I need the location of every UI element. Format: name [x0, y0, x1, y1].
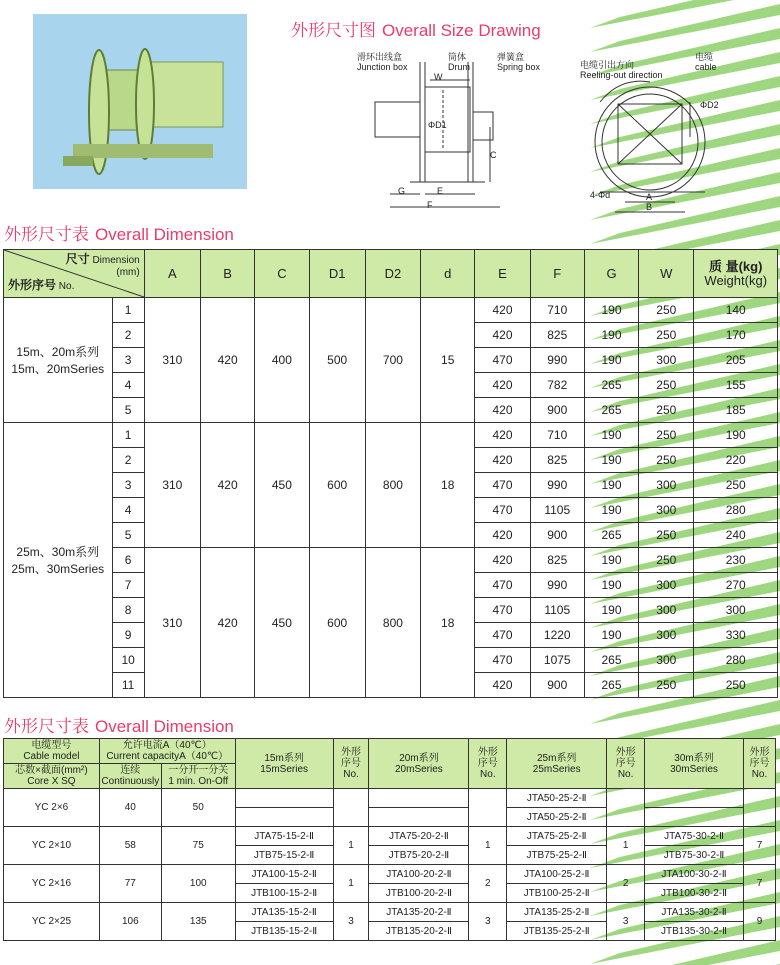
dim-G: G [398, 186, 406, 196]
model-30m: JTB100-30-2-Ⅱ [645, 884, 744, 903]
cell-D1: 600 [309, 548, 365, 698]
model-20m: JTA100-20-2-Ⅱ [369, 865, 469, 884]
cell-G: 190 [584, 323, 638, 348]
cell-F: 990 [530, 348, 584, 373]
model-25m: JTA135-25-2-Ⅱ [507, 903, 607, 922]
cell-G: 190 [584, 348, 638, 373]
current-continuous: 77 [99, 865, 161, 903]
cell-F: 900 [530, 523, 584, 548]
cell-weight: 240 [694, 523, 778, 548]
model-15m: JTA100-15-2-Ⅱ [235, 865, 333, 884]
row-no: 1 [112, 298, 144, 323]
drawing-title: 外形尺寸图 Overall Size Drawing [291, 21, 541, 40]
hdr-no-25: 外形 序号 No. [607, 739, 645, 789]
model-30m [645, 789, 744, 808]
model-25m: JTB100-25-2-Ⅱ [507, 884, 607, 903]
no-30m [743, 789, 775, 827]
no-15m: 1 [333, 865, 369, 903]
cell-G: 265 [584, 398, 638, 423]
drum-label: 筒体 Drum [448, 52, 470, 72]
cell-G: 190 [584, 573, 638, 598]
cell-C: 450 [255, 423, 309, 548]
cell-E: 420 [475, 673, 530, 698]
cell-weight: 220 [694, 448, 778, 473]
model-25m: JTA50-25-2-Ⅱ [507, 789, 607, 808]
row-no: 4 [112, 373, 144, 398]
model-30m: JTA100-30-2-Ⅱ [645, 865, 744, 884]
model-15m: JTA75-15-2-Ⅱ [235, 827, 333, 846]
cell-W: 300 [639, 473, 694, 498]
cell-G: 190 [584, 298, 638, 323]
cable-model: YC 2×6 [4, 789, 100, 827]
cell-W: 300 [639, 573, 694, 598]
cable-model-table [3, 738, 776, 941]
dim-E: E [437, 186, 444, 196]
model-15m [235, 808, 333, 827]
cell-F: 1105 [530, 498, 584, 523]
row-no: 11 [112, 673, 144, 698]
table-row [4, 298, 778, 323]
hdr-25m: 25m系列 25mSeries [507, 739, 607, 789]
cell-G: 265 [584, 648, 638, 673]
cell-E: 420 [475, 298, 530, 323]
cell-E: 420 [475, 373, 530, 398]
cell-W: 300 [639, 598, 694, 623]
cell-D1: 600 [309, 423, 365, 548]
cell-G: 190 [584, 498, 638, 523]
row-no: 2 [112, 323, 144, 348]
cell-G: 265 [584, 523, 638, 548]
col-E: E [475, 250, 530, 298]
cell-W: 300 [639, 648, 694, 673]
cell-F: 990 [530, 573, 584, 598]
table-row [4, 423, 778, 448]
cell-E: 420 [475, 523, 530, 548]
col-D1: D1 [309, 250, 365, 298]
cell-W: 250 [639, 448, 694, 473]
cell-G: 190 [584, 548, 638, 573]
model-30m: JTA135-30-2-Ⅱ [645, 903, 744, 922]
cell-F: 1075 [530, 648, 584, 673]
dim-D1: ΦD1 [428, 120, 447, 130]
cell-E: 420 [475, 423, 530, 448]
model-30m: JTA75-30-2-Ⅱ [645, 827, 744, 846]
row-no: 1 [112, 423, 144, 448]
cell-W: 250 [639, 323, 694, 348]
cell-G: 265 [584, 373, 638, 398]
hdr-no-30: 外形 序号 No. [743, 739, 775, 789]
model-30m [645, 808, 744, 827]
dim-B: B [646, 202, 653, 212]
cell-W: 250 [639, 423, 694, 448]
hdr-no-15: 外形 序号 No. [333, 739, 369, 789]
series-label-25-30: 25m、30m系列 25m、30mSeries [4, 423, 113, 698]
cell-W: 250 [639, 298, 694, 323]
cell-G: 190 [584, 423, 638, 448]
row-no: 3 [112, 473, 144, 498]
model-15m: JTB100-15-2-Ⅱ [235, 884, 333, 903]
dim-d: 4-Φd [590, 190, 611, 200]
model-15m: JTA135-15-2-Ⅱ [235, 903, 333, 922]
row-no: 9 [112, 623, 144, 648]
cell-F: 990 [530, 473, 584, 498]
dim-D2: ΦD2 [700, 100, 719, 110]
cell-weight: 190 [694, 423, 778, 448]
cell-F: 900 [530, 398, 584, 423]
cell-W: 300 [639, 348, 694, 373]
cell-E: 470 [475, 573, 530, 598]
cell-weight: 250 [694, 473, 778, 498]
cable-model: YC 2×25 [4, 903, 100, 941]
cell-F: 1105 [530, 598, 584, 623]
cell-E: 470 [475, 623, 530, 648]
cell-F: 1220 [530, 623, 584, 648]
hdr-20m: 20m系列 20mSeries [369, 739, 469, 789]
hdr-no-20: 外形 序号 No. [469, 739, 507, 789]
cell-E: 470 [475, 498, 530, 523]
junction-box-label: 滑环出线盒 Junction box [357, 52, 408, 72]
model-20m: JTB75-20-2-Ⅱ [369, 846, 469, 865]
cable-model: YC 2×10 [4, 827, 100, 865]
model-20m [369, 789, 469, 808]
cell-E: 470 [475, 648, 530, 673]
dimension-table [3, 249, 778, 698]
current-onoff: 75 [161, 827, 235, 865]
cell-E: 470 [475, 473, 530, 498]
col-G: G [584, 250, 638, 298]
hdr-15m: 15m系列 15mSeries [235, 739, 333, 789]
product-photo [33, 14, 247, 189]
hdr-30m: 30m系列 30mSeries [645, 739, 744, 789]
cell-W: 250 [639, 673, 694, 698]
col-W: W [639, 250, 694, 298]
hdr-continuous: 连续 Continuously [99, 764, 161, 789]
cell-G: 190 [584, 448, 638, 473]
reeling-direction-label: 电缆引出方向 Reeling-out direction [580, 60, 663, 80]
cell-F: 825 [530, 323, 584, 348]
cell-C: 450 [255, 548, 309, 698]
no-15m [333, 789, 369, 827]
col-d: d [421, 250, 475, 298]
cell-W: 250 [639, 373, 694, 398]
cell-weight: 330 [694, 623, 778, 648]
cell-weight: 250 [694, 673, 778, 698]
cell-W: 250 [639, 548, 694, 573]
cell-weight: 205 [694, 348, 778, 373]
cell-d: 15 [421, 298, 475, 423]
cell-weight: 170 [694, 323, 778, 348]
no-20m: 1 [469, 827, 507, 865]
cell-A: 310 [144, 298, 200, 423]
col-C: C [255, 250, 309, 298]
col-A: A [144, 250, 200, 298]
no-25m: 3 [607, 903, 645, 941]
cell-E: 470 [475, 348, 530, 373]
model-25m: JTB75-25-2-Ⅱ [507, 846, 607, 865]
model-20m: JTB135-20-2-Ⅱ [369, 922, 469, 941]
cell-F: 710 [530, 423, 584, 448]
model-20m [369, 808, 469, 827]
cell-weight: 280 [694, 648, 778, 673]
cell-W: 250 [639, 398, 694, 423]
cell-weight: 230 [694, 548, 778, 573]
model-30m: JTB135-30-2-Ⅱ [645, 922, 744, 941]
table-row [4, 789, 776, 808]
row-no: 5 [112, 398, 144, 423]
current-continuous: 106 [99, 903, 161, 941]
table-row [4, 548, 778, 573]
cable-label: 电缆 cable [695, 52, 717, 72]
model-20m: JTA75-20-2-Ⅱ [369, 827, 469, 846]
no-30m: 9 [743, 903, 775, 941]
dim-C: C [490, 150, 497, 160]
no-20m [469, 789, 507, 827]
cell-d: 18 [421, 548, 475, 698]
model-15m: JTB135-15-2-Ⅱ [235, 922, 333, 941]
current-continuous: 40 [99, 789, 161, 827]
cell-weight: 300 [694, 598, 778, 623]
cell-G: 190 [584, 598, 638, 623]
cell-weight: 185 [694, 398, 778, 423]
cell-W: 250 [639, 523, 694, 548]
col-D2: D2 [365, 250, 420, 298]
row-no: 10 [112, 648, 144, 673]
no-15m: 3 [333, 903, 369, 941]
cell-F: 900 [530, 673, 584, 698]
table-row [4, 827, 776, 846]
no-25m [607, 789, 645, 827]
no-20m: 3 [469, 903, 507, 941]
dim-W: W [434, 72, 443, 82]
cell-G: 190 [584, 623, 638, 648]
model-20m: JTB100-20-2-Ⅱ [369, 884, 469, 903]
table-row [4, 903, 776, 922]
cell-G: 265 [584, 673, 638, 698]
model-20m: JTA135-20-2-Ⅱ [369, 903, 469, 922]
cell-D1: 500 [309, 298, 365, 423]
cell-weight: 280 [694, 498, 778, 523]
col-weight: 质 量(kg) Weight(kg) [694, 250, 778, 298]
cell-d: 18 [421, 423, 475, 548]
row-no: 3 [112, 348, 144, 373]
cell-B: 420 [200, 548, 254, 698]
model-25m: JTA50-25-2-Ⅱ [507, 808, 607, 827]
series-label-15-20: 15m、20m系列 15m、20mSeries [4, 298, 113, 423]
current-onoff: 135 [161, 903, 235, 941]
cell-D2: 800 [365, 423, 420, 548]
table1-corner-header: 尺寸 Dimension (mm) 外形序号 No. [4, 250, 145, 298]
cell-A: 310 [144, 548, 200, 698]
dim-F: F [427, 200, 433, 210]
cell-D2: 800 [365, 548, 420, 698]
row-no: 8 [112, 598, 144, 623]
cell-F: 710 [530, 298, 584, 323]
no-25m: 2 [607, 865, 645, 903]
hdr-onoff: 一分开一分关 1 min. On-Off [161, 764, 235, 789]
col-B: B [200, 250, 254, 298]
table1-title: 外形尺寸表 Overall Dimension [4, 225, 234, 244]
cell-F: 782 [530, 373, 584, 398]
model-25m: JTA75-25-2-Ⅱ [507, 827, 607, 846]
cell-D2: 700 [365, 298, 420, 423]
no-30m: 7 [743, 827, 775, 865]
cell-W: 300 [639, 498, 694, 523]
cell-F: 825 [530, 448, 584, 473]
hdr-core: 芯数×截面(mm²) Core X SQ [4, 764, 100, 789]
table-row [4, 865, 776, 884]
current-onoff: 50 [161, 789, 235, 827]
model-15m: JTB75-15-2-Ⅱ [235, 846, 333, 865]
model-25m: JTB135-25-2-Ⅱ [507, 922, 607, 941]
cell-C: 400 [255, 298, 309, 423]
no-30m: 7 [743, 865, 775, 903]
cell-weight: 270 [694, 573, 778, 598]
cell-W: 300 [639, 623, 694, 648]
cell-B: 420 [200, 423, 254, 548]
row-no: 6 [112, 548, 144, 573]
cell-E: 420 [475, 548, 530, 573]
row-no: 5 [112, 523, 144, 548]
cell-E: 420 [475, 323, 530, 348]
row-no: 4 [112, 498, 144, 523]
table2-title: 外形尺寸表 Overall Dimension [4, 717, 234, 736]
row-no: 2 [112, 448, 144, 473]
hdr-cable-model: 电缆型号 Cable model [4, 739, 100, 764]
cell-E: 420 [475, 448, 530, 473]
col-F: F [530, 250, 584, 298]
cell-F: 825 [530, 548, 584, 573]
cell-A: 310 [144, 423, 200, 548]
model-15m [235, 789, 333, 808]
current-onoff: 100 [161, 865, 235, 903]
dim-A: A [646, 192, 653, 202]
cell-E: 470 [475, 598, 530, 623]
cell-E: 420 [475, 398, 530, 423]
model-30m: JTB75-30-2-Ⅱ [645, 846, 744, 865]
cell-G: 190 [584, 473, 638, 498]
cell-weight: 155 [694, 373, 778, 398]
no-20m: 2 [469, 865, 507, 903]
no-15m: 1 [333, 827, 369, 865]
row-no: 7 [112, 573, 144, 598]
current-continuous: 58 [99, 827, 161, 865]
cell-weight: 140 [694, 298, 778, 323]
hdr-current: 允许电流A（40℃） Current capacityA（40℃） [99, 739, 235, 764]
spring-box-label: 弹簧盒 Spring box [497, 52, 541, 72]
model-25m: JTA100-25-2-Ⅱ [507, 865, 607, 884]
cable-model: YC 2×16 [4, 865, 100, 903]
no-25m: 1 [607, 827, 645, 865]
cell-B: 420 [200, 298, 254, 423]
